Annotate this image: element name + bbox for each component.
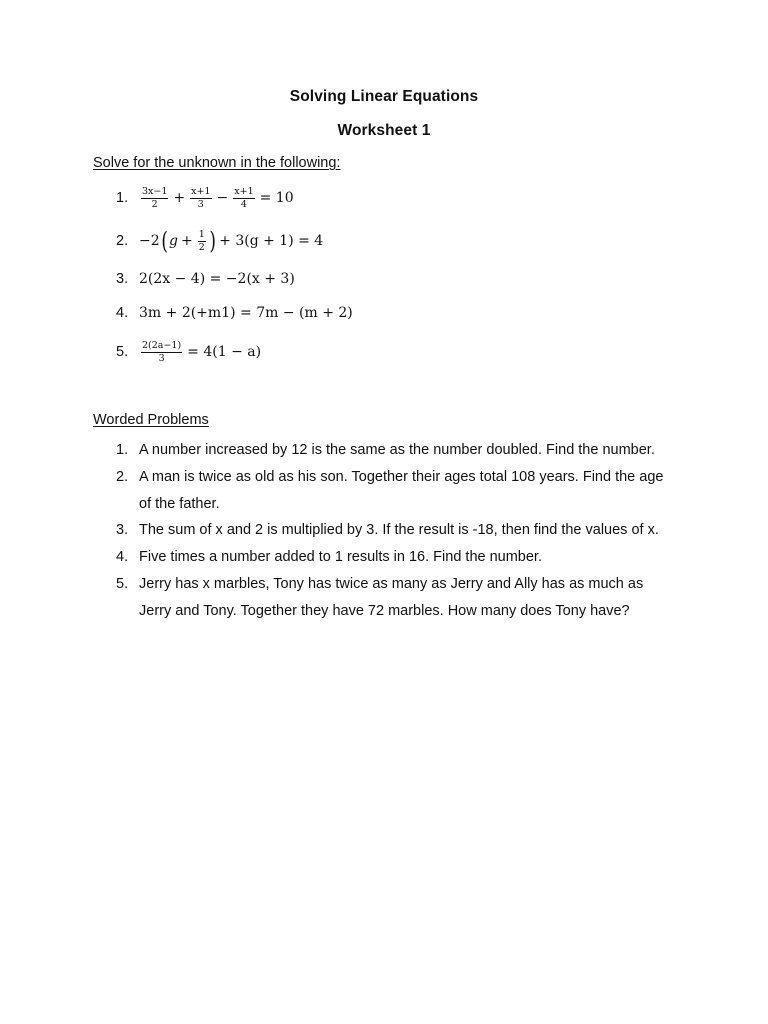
fraction: $\frac{x+1}{4}$ — [234, 185, 254, 210]
worded-problem-2: 2. A man is twice as old as his son. Together their ages total 108 years. Find the age of the father. — [116, 469, 664, 512]
equation-number: 1. — [116, 190, 129, 206]
worded-problems-heading: Worded Problems — [93, 412, 209, 428]
equation-1 — [116, 185, 294, 211]
equation-5-math: $\frac{2(2a-1)}{3}$ = 4(1 − a) — [142, 339, 262, 364]
worded-problem-1: 1. A number increased by 12 is the same as the number doubled. Find the number. — [116, 442, 655, 458]
equation-2-math: −2 ( g + $\frac{1}{2}$ ) + 3(g + 1) = 4 — [139, 227, 324, 255]
fraction: $\frac{3x-1}{2}$ — [142, 185, 168, 210]
worded-problem-3: 3. The sum of x and 2 is multiplied by 3. If the result is -18, then find the values of x. — [116, 522, 659, 538]
equation-2 — [116, 228, 323, 254]
worksheet-subtitle: Worksheet 1 — [337, 122, 431, 139]
fraction: $\frac{1}{2}$ — [198, 228, 205, 253]
worksheet-title: Solving Linear Equations — [289, 88, 479, 105]
equation-1-math: $\frac{3x-1}{2}$ + $\frac{x+1}{3}$ − $\frac{x+1}{4}$ = 10 — [142, 185, 294, 210]
worded-problem-4: 4. Five times a number added to 1 results in 16. Find the number. — [116, 549, 542, 565]
equation-5 — [116, 339, 261, 365]
equation-number: 2. — [116, 233, 129, 249]
equation-3-math: 2(2x − 4) = −2(x + 3) — [139, 271, 295, 287]
worded-problem-5: 5. Jerry has x marbles, Tony has twice as many as Jerry and Ally has as much as Jerry and Tony. Together they have 72 marbles. How many does Tony have? — [116, 576, 644, 619]
equation-4 — [116, 300, 353, 326]
equation-number: 4. — [116, 305, 129, 321]
equation-4-math: 3m + 2(+m1) = 7m − (m + 2) — [139, 305, 353, 321]
equation-number: 5. — [116, 344, 129, 360]
equation-number: 3. — [116, 271, 129, 287]
equations-heading: Solve for the unknown in the following: — [93, 155, 341, 171]
fraction: $\frac{2(2a-1)}{3}$ — [142, 339, 182, 364]
equation-3 — [116, 266, 295, 292]
fraction: $\frac{x+1}{3}$ — [191, 185, 211, 210]
